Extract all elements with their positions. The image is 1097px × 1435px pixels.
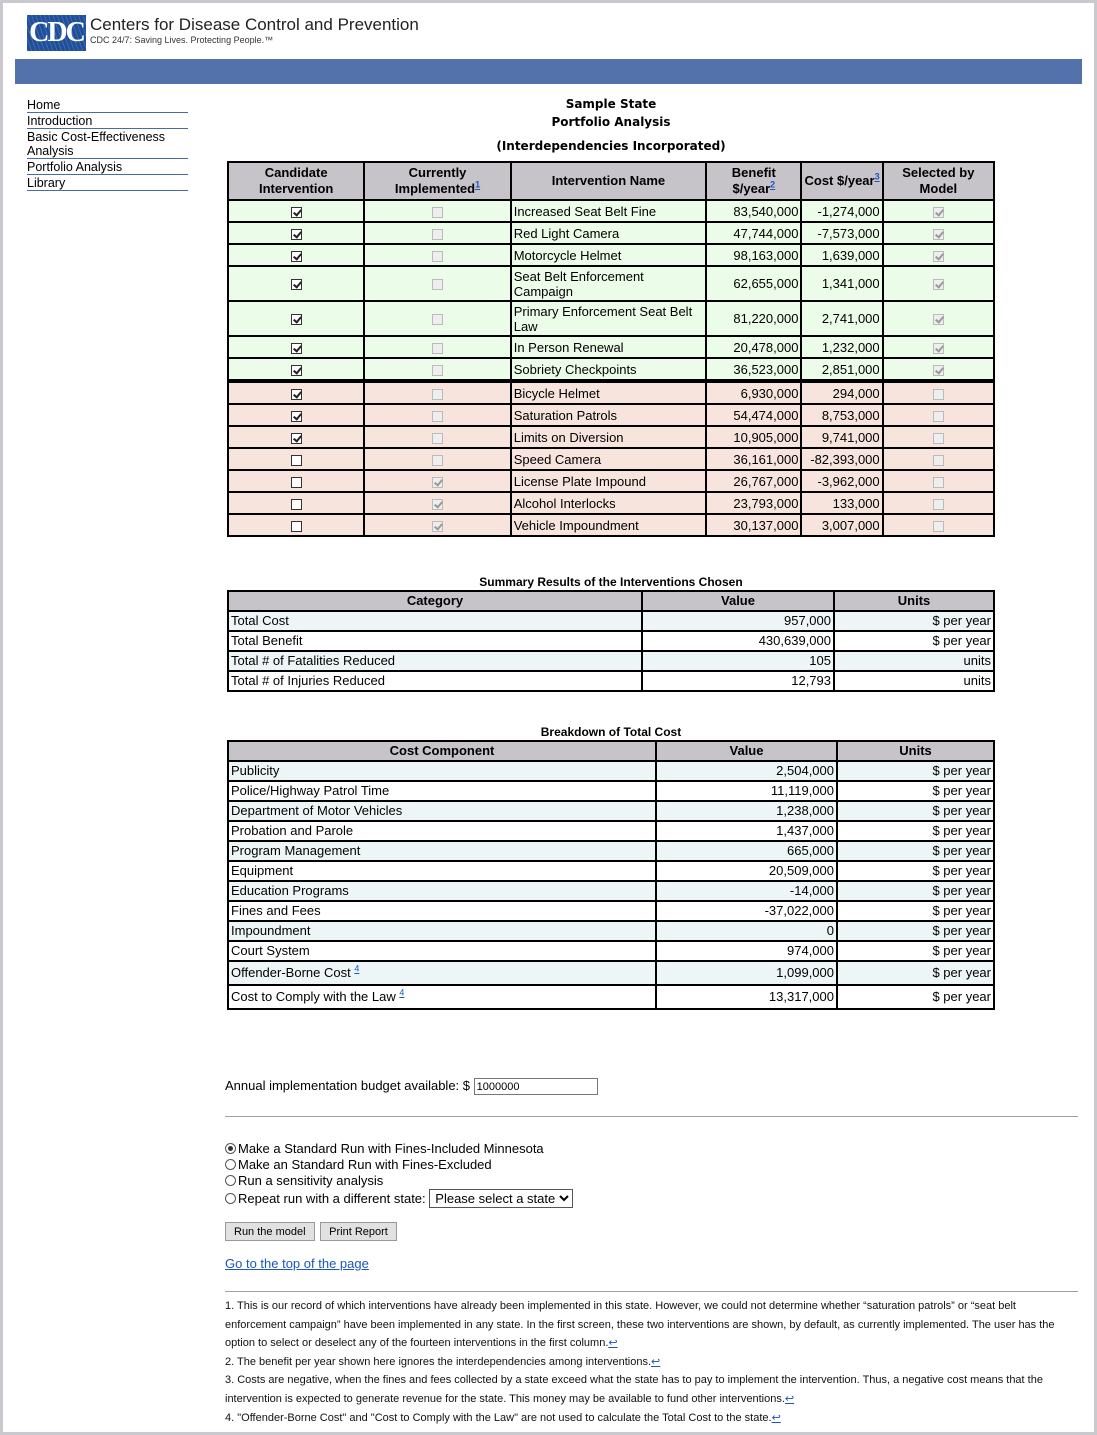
selected-cell <box>883 426 994 448</box>
row-units: $ per year <box>837 861 994 881</box>
breakdown-row <box>228 841 994 861</box>
row-value: 665,000 <box>656 841 837 861</box>
implemented-checkbox <box>432 251 443 262</box>
breakdown-row <box>228 941 994 961</box>
row-units: $ per year <box>837 821 994 841</box>
back-link-icon[interactable]: ↩ <box>608 1337 618 1350</box>
row-value: 1,099,000 <box>656 961 837 985</box>
implemented-checkbox <box>432 521 443 532</box>
row-label: Probation and Parole <box>228 821 656 841</box>
benefit-value: 36,523,000 <box>706 358 801 381</box>
go-to-top-link[interactable]: Go to the top of the page <box>225 1256 369 1271</box>
intervention-row <box>228 448 994 470</box>
implemented-cell <box>364 336 510 358</box>
selected-cell <box>883 381 994 404</box>
benefit-value: 62,655,000 <box>706 266 801 301</box>
cdc-logo[interactable]: CDC <box>27 15 86 51</box>
intervention-name: Limits on Diversion <box>511 426 707 448</box>
row-label: Total # of Fatalities Reduced <box>228 651 642 671</box>
footnote-2: 2. The benefit per year shown here ignores the interdependencies among interventions.↩ <box>225 1355 661 1368</box>
row-units: $ per year <box>834 611 994 631</box>
selected-cell <box>883 404 994 426</box>
cost-value: 2,851,000 <box>801 358 882 381</box>
cost-value: -7,573,000 <box>801 222 882 244</box>
intervention-name: Red Light Camera <box>511 222 707 244</box>
row-units: $ per year <box>837 881 994 901</box>
breakdown-col-value: Value <box>656 741 837 761</box>
col-selected: Selected by Model <box>883 162 994 200</box>
row-units: $ per year <box>837 761 994 781</box>
candidate-cell <box>228 222 364 244</box>
run-options <box>225 1141 573 1208</box>
intervention-row <box>228 336 994 358</box>
candidate-checkbox[interactable] <box>291 477 302 488</box>
row-label: Fines and Fees <box>228 901 656 921</box>
candidate-checkbox[interactable] <box>291 455 302 466</box>
radio-different-state[interactable] <box>225 1193 236 1204</box>
row-value: 2,504,000 <box>656 761 837 781</box>
action-buttons <box>225 1222 399 1241</box>
intervention-name: Speed Camera <box>511 448 707 470</box>
row-label: Total # of Injuries Reduced <box>228 671 642 691</box>
state-select[interactable] <box>429 1189 573 1208</box>
candidate-cell <box>228 426 364 448</box>
cost-value: -1,274,000 <box>801 200 882 222</box>
row-value: 11,119,000 <box>656 781 837 801</box>
row-value: 12,793 <box>642 671 834 691</box>
benefit-value: 47,744,000 <box>706 222 801 244</box>
selected-cell <box>883 244 994 266</box>
implemented-checkbox <box>432 411 443 422</box>
site-tagline: CDC 24/7: Saving Lives. Protecting People.™ <box>90 35 274 45</box>
selected-checkbox <box>933 455 944 466</box>
row-value: 957,000 <box>642 611 834 631</box>
page-title: Portfolio Analysis <box>551 115 671 129</box>
candidate-checkbox[interactable] <box>291 314 302 325</box>
selected-cell <box>883 200 994 222</box>
summary-row <box>228 631 994 651</box>
row-units: units <box>834 671 994 691</box>
row-units: units <box>834 651 994 671</box>
row-label: Police/Highway Patrol Time <box>228 781 656 801</box>
row-value: 105 <box>642 651 834 671</box>
intervention-name: License Plate Impound <box>511 470 707 492</box>
benefit-value: 10,905,000 <box>706 426 801 448</box>
row-label: Equipment <box>228 861 656 881</box>
footnote-link-4[interactable]: 4 <box>354 963 360 974</box>
row-value: 430,639,000 <box>642 631 834 651</box>
breakdown-row <box>228 801 994 821</box>
header-bar <box>15 59 1082 84</box>
row-units: $ per year <box>837 801 994 821</box>
selected-checkbox <box>933 433 944 444</box>
candidate-checkbox[interactable] <box>291 229 302 240</box>
benefit-value: 6,930,000 <box>706 381 801 404</box>
breakdown-row <box>228 861 994 881</box>
col-implemented: Currently Implemented$^1$ <box>364 162 510 200</box>
divider <box>225 1116 1078 1117</box>
back-link-icon[interactable]: ↩ <box>784 1392 795 1405</box>
benefit-value: 81,220,000 <box>706 301 801 336</box>
cost-value: 1,232,000 <box>801 336 882 358</box>
candidate-cell <box>228 244 364 266</box>
implemented-checkbox <box>432 314 443 325</box>
radio-fines-excluded[interactable] <box>225 1159 236 1170</box>
nav-basic-cost-effectiveness[interactable]: Basic Cost-Effectiveness Analysis <box>27 129 188 159</box>
row-value: 13,317,000 <box>656 985 837 1009</box>
selected-checkbox <box>933 229 944 240</box>
row-label: Program Management <box>228 841 656 861</box>
run-option-sensitivity[interactable]: Run a sensitivity analysis <box>225 1173 573 1189</box>
breakdown-row <box>228 985 994 1009</box>
intervention-row <box>228 470 994 492</box>
benefit-value: 54,474,000 <box>706 404 801 426</box>
candidate-cell <box>228 301 364 336</box>
benefit-value: 26,767,000 <box>706 470 801 492</box>
candidate-cell <box>228 266 364 301</box>
selected-cell <box>883 470 994 492</box>
nav-portfolio-analysis[interactable]: Portfolio Analysis <box>27 159 188 175</box>
selected-checkbox <box>933 279 944 290</box>
budget-input[interactable] <box>474 1078 598 1095</box>
implemented-checkbox <box>432 343 443 354</box>
run-option-fines-excluded[interactable]: Make an Standard Run with Fines-Excluded <box>225 1157 573 1173</box>
cost-value: 8,753,000 <box>801 404 882 426</box>
row-label: Department of Motor Vehicles <box>228 801 656 821</box>
selected-cell <box>883 222 994 244</box>
breakdown-row <box>228 881 994 901</box>
row-value: -14,000 <box>656 881 837 901</box>
summary-col-units: Units <box>834 591 994 611</box>
row-units: $ per year <box>837 941 994 961</box>
intervention-name: Primary Enforcement Seat Belt Law <box>511 301 707 336</box>
site-header <box>27 15 419 51</box>
benefit-value: 36,161,000 <box>706 448 801 470</box>
implemented-checkbox <box>432 477 443 488</box>
col-name: Intervention Name <box>511 162 707 200</box>
implemented-cell <box>364 470 510 492</box>
implemented-cell <box>364 266 510 301</box>
intervention-name: Sobriety Checkpoints <box>511 358 707 381</box>
row-value: 1,437,000 <box>656 821 837 841</box>
intervention-name: Vehicle Impoundment <box>511 514 707 536</box>
radio-sensitivity[interactable] <box>225 1175 236 1186</box>
cost-value: 1,341,000 <box>801 266 882 301</box>
run-option-different-state[interactable]: Repeat run with a different state: Please select a state <box>225 1189 573 1208</box>
footnote-link-2[interactable]: 2 <box>770 179 776 190</box>
candidate-cell <box>228 200 364 222</box>
candidate-checkbox[interactable] <box>291 499 302 510</box>
candidate-checkbox[interactable] <box>291 433 302 444</box>
candidate-cell <box>228 492 364 514</box>
selected-cell <box>883 301 994 336</box>
selected-cell <box>883 492 994 514</box>
candidate-checkbox[interactable] <box>291 343 302 354</box>
selected-checkbox <box>933 477 944 488</box>
row-value: 1,238,000 <box>656 801 837 821</box>
candidate-checkbox[interactable] <box>291 365 302 376</box>
row-units: $ per year <box>837 841 994 861</box>
implemented-checkbox <box>432 455 443 466</box>
summary-row <box>228 671 994 691</box>
selected-cell <box>883 514 994 536</box>
candidate-cell <box>228 381 364 404</box>
side-navigation <box>27 97 188 191</box>
breakdown-row <box>228 961 994 985</box>
radio-fines-included[interactable] <box>225 1143 236 1154</box>
breakdown-table <box>227 740 995 1010</box>
implemented-checkbox <box>432 365 443 376</box>
candidate-cell <box>228 336 364 358</box>
breakdown-row <box>228 901 994 921</box>
candidate-checkbox[interactable] <box>291 411 302 422</box>
summary-row <box>228 651 994 671</box>
intervention-name: In Person Renewal <box>511 336 707 358</box>
benefit-value: 20,478,000 <box>706 336 801 358</box>
row-value: 974,000 <box>656 941 837 961</box>
implemented-cell <box>364 448 510 470</box>
candidate-checkbox[interactable] <box>291 279 302 290</box>
selected-checkbox <box>933 314 944 325</box>
state-name: Sample State <box>565 97 657 111</box>
intervention-name: Saturation Patrols <box>511 404 707 426</box>
row-label: Publicity <box>228 761 656 781</box>
row-value: -37,022,000 <box>656 901 837 921</box>
intervention-row <box>228 514 994 536</box>
row-value: 0 <box>656 921 837 941</box>
candidate-cell <box>228 514 364 536</box>
implemented-checkbox <box>432 207 443 218</box>
row-label: Court System <box>228 941 656 961</box>
footnote-link-3[interactable]: 3 <box>874 171 880 182</box>
candidate-cell <box>228 358 364 381</box>
implemented-checkbox <box>432 279 443 290</box>
implemented-cell <box>364 381 510 404</box>
footnotes <box>225 1297 1078 1427</box>
back-link-icon[interactable]: ↩ <box>651 1355 661 1368</box>
page-subtitle: (Interdependencies Incorporated) <box>496 139 726 153</box>
implemented-checkbox <box>432 499 443 510</box>
candidate-checkbox[interactable] <box>291 207 302 218</box>
implemented-cell <box>364 222 510 244</box>
nav-library[interactable]: Library <box>27 175 188 191</box>
breakdown-row <box>228 921 994 941</box>
selected-checkbox <box>933 389 944 400</box>
summary-caption: Summary Results of the Interventions Chosen <box>479 575 743 589</box>
selected-checkbox <box>933 343 944 354</box>
selected-cell <box>883 448 994 470</box>
intervention-row <box>228 404 994 426</box>
candidate-checkbox[interactable] <box>291 251 302 262</box>
row-units: $ per year <box>837 985 994 1009</box>
selected-cell <box>883 336 994 358</box>
divider <box>225 1291 1078 1292</box>
intervention-row <box>228 244 994 266</box>
nav-introduction[interactable]: Introduction <box>27 113 188 129</box>
cost-value: -82,393,000 <box>801 448 882 470</box>
row-units: $ per year <box>834 631 994 651</box>
row-units: $ per year <box>837 901 994 921</box>
candidate-checkbox[interactable] <box>291 389 302 400</box>
footnote-4: 4. "Offender-Borne Cost" and "Cost to Comply with the Law" are not used to calculate the Total Cost to the state.↩ <box>225 1411 781 1424</box>
implemented-cell <box>364 492 510 514</box>
benefit-value: 30,137,000 <box>706 514 801 536</box>
run-model-button[interactable]: Run the model <box>225 1222 315 1241</box>
row-label: Impoundment <box>228 921 656 941</box>
cost-value: 2,741,000 <box>801 301 882 336</box>
benefit-value: 23,793,000 <box>706 492 801 514</box>
col-cost: Cost $/year$^3$ <box>801 162 882 200</box>
intervention-name: Seat Belt Enforcement Campaign <box>511 266 707 301</box>
print-report-button[interactable]: Print Report <box>320 1222 397 1241</box>
intervention-row <box>228 266 994 301</box>
implemented-cell <box>364 426 510 448</box>
breakdown-row <box>228 781 994 801</box>
footnote-3: 3. Costs are negative, when the fines and fees collected by a state exceed what the state has to pay to implement the intervention. Thus, a negative cost means that the intervention is expected to generate revenue for the state. This money may be available to fund other interventions.↩ <box>225 1374 1043 1405</box>
implemented-checkbox <box>432 229 443 240</box>
intervention-row <box>228 301 994 336</box>
intervention-row <box>228 358 994 381</box>
intervention-row <box>228 426 994 448</box>
footnote-1: 1. This is our record of which interventions have already been implemented in this state. However, we could not determine whether “saturation patrols” or “seat belt enforcement campaign” have been implemented in any state. In the first screen, these two interventions are shown, by default, as currently implemented. The user has the option to select or deselect any of the fourteen interventions in the first column.↩ <box>225 1300 1055 1350</box>
cost-value: 294,000 <box>801 381 882 404</box>
cost-value: 3,007,000 <box>801 514 882 536</box>
main-content <box>227 95 995 1010</box>
summary-row <box>228 611 994 631</box>
row-value: 20,509,000 <box>656 861 837 881</box>
implemented-cell <box>364 244 510 266</box>
summary-col-category: Category <box>228 591 642 611</box>
intervention-name: Alcohol Interlocks <box>511 492 707 514</box>
row-units: $ per year <box>837 921 994 941</box>
breakdown-col-units: Units <box>837 741 994 761</box>
col-candidate: Candidate Intervention <box>228 162 364 200</box>
row-label: Total Benefit <box>228 631 642 651</box>
summary-table <box>227 590 995 692</box>
intervention-row <box>228 492 994 514</box>
breakdown-caption: Breakdown of Total Cost <box>540 725 682 739</box>
site-title: Centers for Disease Control and Prevention <box>90 15 419 34</box>
implemented-cell <box>364 404 510 426</box>
breakdown-row <box>228 761 994 781</box>
summary-col-value: Value <box>642 591 834 611</box>
intervention-name: Motorcycle Helmet <box>511 244 707 266</box>
intervention-name: Increased Seat Belt Fine <box>511 200 707 222</box>
selected-checkbox <box>933 499 944 510</box>
candidate-cell <box>228 448 364 470</box>
cost-value: 133,000 <box>801 492 882 514</box>
col-benefit: Benefit $/year$^2$ <box>706 162 801 200</box>
benefit-value: 83,540,000 <box>706 200 801 222</box>
intervention-name: Bicycle Helmet <box>511 381 707 404</box>
run-option-fines-included[interactable]: Make a Standard Run with Fines-Included Minnesota <box>225 1141 573 1157</box>
implemented-cell <box>364 301 510 336</box>
intervention-row <box>228 381 994 404</box>
benefit-value: 98,163,000 <box>706 244 801 266</box>
intervention-row <box>228 222 994 244</box>
selected-checkbox <box>933 411 944 422</box>
selected-checkbox <box>933 251 944 262</box>
nav-home[interactable]: Home <box>27 97 188 113</box>
implemented-cell <box>364 358 510 381</box>
row-label: Cost to Comply with the Law $^4$ <box>228 985 656 1009</box>
budget-label: Annual implementation budget available: $ <box>225 1078 471 1093</box>
selected-cell <box>883 358 994 381</box>
row-label: Education Programs <box>228 881 656 901</box>
candidate-checkbox[interactable] <box>291 521 302 532</box>
row-units: $ per year <box>837 961 994 985</box>
cost-value: 1,639,000 <box>801 244 882 266</box>
selected-checkbox <box>933 207 944 218</box>
cost-value: -3,962,000 <box>801 470 882 492</box>
selected-cell <box>883 266 994 301</box>
breakdown-row <box>228 821 994 841</box>
row-label: Offender-Borne Cost $^4$ <box>228 961 656 985</box>
implemented-cell <box>364 200 510 222</box>
implemented-cell <box>364 514 510 536</box>
breakdown-col-component: Cost Component <box>228 741 656 761</box>
row-label: Total Cost <box>228 611 642 631</box>
budget-row <box>225 1078 598 1095</box>
candidate-cell <box>228 404 364 426</box>
selected-checkbox <box>933 521 944 532</box>
candidate-cell <box>228 470 364 492</box>
cost-value: 9,741,000 <box>801 426 882 448</box>
interventions-table <box>227 161 995 537</box>
row-units: $ per year <box>837 781 994 801</box>
back-link-icon[interactable]: ↩ <box>771 1411 781 1424</box>
footnote-link-1[interactable]: 1 <box>475 179 481 190</box>
selected-checkbox <box>933 365 944 376</box>
implemented-checkbox <box>432 433 443 444</box>
footnote-link-4[interactable]: 4 <box>399 987 405 998</box>
implemented-checkbox <box>432 389 443 400</box>
intervention-row <box>228 200 994 222</box>
